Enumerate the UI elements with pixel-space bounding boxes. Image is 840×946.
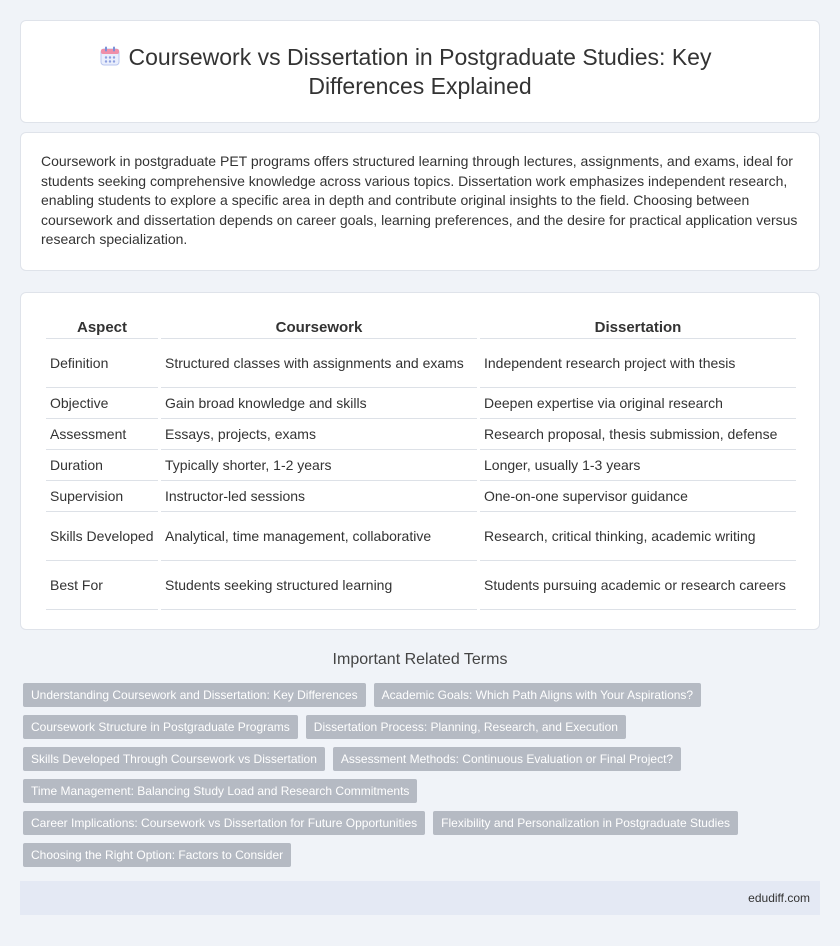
intro-paragraph: Coursework in postgraduate PET programs offers structured learning through lectures, assignments, and exams, ideal for students seeking comprehensive knowledge across various topics. Dissertation work emphasizes independent research, enabling students to explore a specific area in depth and contribute original insights to the field. Choosing between coursework and dissertation depends on career goals, learning preferences, and the desire for practical application versus research specialization. — [41, 153, 798, 247]
footer-bar — [20, 881, 820, 915]
intro-card — [20, 132, 820, 271]
cell-coursework: Essays, projects, exams — [161, 419, 477, 450]
cell-coursework: Typically shorter, 1-2 years — [161, 450, 477, 481]
cell-dissertation: Research proposal, thesis submission, defense — [480, 419, 796, 450]
cell-dissertation: Deepen expertise via original research — [480, 388, 796, 419]
comparison-table-card — [20, 292, 820, 630]
related-term-tag[interactable]: Understanding Coursework and Dissertation: Key Differences — [23, 683, 366, 707]
table-row — [46, 481, 796, 512]
cell-dissertation: One-on-one supervisor guidance — [480, 481, 796, 512]
cell-dissertation: Longer, usually 1-3 years — [480, 450, 796, 481]
page-title: Coursework vs Dissertation in Postgraduate Studies: Key Differences Explained — [128, 44, 712, 99]
table-row — [46, 561, 796, 610]
related-term-tag[interactable]: Flexibility and Personalization in Postgraduate Studies — [433, 811, 738, 835]
related-terms-list — [23, 683, 813, 867]
cell-dissertation: Research, critical thinking, academic writing — [480, 512, 796, 561]
column-header-dissertation: Dissertation — [480, 315, 796, 339]
table-row — [46, 512, 796, 561]
cell-aspect: Definition — [46, 339, 158, 388]
cell-coursework: Students seeking structured learning — [161, 561, 477, 610]
cell-dissertation: Students pursuing academic or research careers — [480, 561, 796, 610]
cell-aspect: Assessment — [46, 419, 158, 450]
cell-coursework: Structured classes with assignments and exams — [161, 339, 477, 388]
column-header-coursework: Coursework — [161, 315, 477, 339]
related-term-tag[interactable]: Choosing the Right Option: Factors to Consider — [23, 843, 291, 867]
cell-dissertation: Independent research project with thesis — [480, 339, 796, 388]
header-card — [20, 20, 820, 123]
related-term-tag[interactable]: Skills Developed Through Coursework vs Dissertation — [23, 747, 325, 771]
related-term-tag[interactable]: Academic Goals: Which Path Aligns with Your Aspirations? — [374, 683, 702, 707]
related-terms-heading: Important Related Terms — [332, 651, 508, 668]
related-term-tag[interactable]: Time Management: Balancing Study Load and Research Commitments — [23, 779, 417, 803]
related-term-tag[interactable]: Assessment Methods: Continuous Evaluation or Final Project? — [333, 747, 681, 771]
table-row — [46, 388, 796, 419]
cell-aspect: Supervision — [46, 481, 158, 512]
cell-aspect: Duration — [46, 450, 158, 481]
table-row — [46, 419, 796, 450]
footer-site-link[interactable]: edudiff.com — [748, 891, 810, 905]
cell-coursework: Analytical, time management, collaborative — [161, 512, 477, 561]
cell-aspect: Skills Developed — [46, 512, 158, 561]
related-term-tag[interactable]: Coursework Structure in Postgraduate Programs — [23, 715, 298, 739]
cell-coursework: Gain broad knowledge and skills — [161, 388, 477, 419]
comparison-table — [43, 315, 799, 610]
table-row — [46, 339, 796, 388]
column-header-aspect: Aspect — [46, 315, 158, 339]
table-header-row — [46, 315, 796, 339]
cell-aspect: Best For — [46, 561, 158, 610]
cell-aspect: Objective — [46, 388, 158, 419]
table-row — [46, 450, 796, 481]
cell-coursework: Instructor-led sessions — [161, 481, 477, 512]
related-term-tag[interactable]: Dissertation Process: Planning, Research, and Execution — [306, 715, 626, 739]
related-term-tag[interactable]: Career Implications: Coursework vs Dissertation for Future Opportunities — [23, 811, 425, 835]
